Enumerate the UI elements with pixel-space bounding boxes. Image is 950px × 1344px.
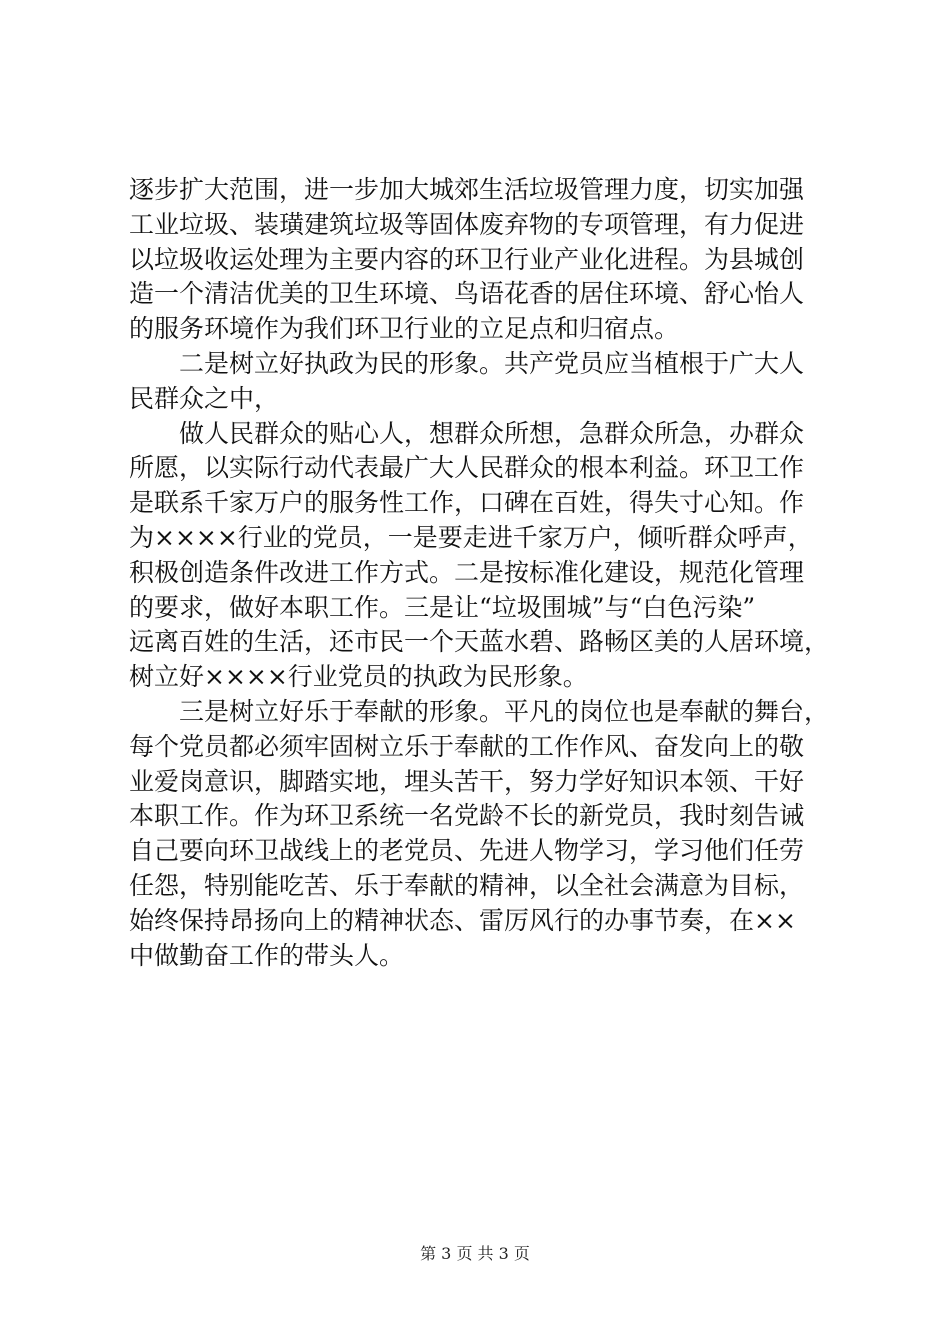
text-line: 工业垃圾、装璜建筑垃圾等固体废弃物的专项管理，有力促进 (129, 209, 805, 239)
text-line: 树立好××××行业党员的执政为民形象。 (129, 662, 588, 692)
text-line: 所愿，以实际行动代表最广大人民群众的根本利益。环卫工作 (129, 453, 805, 483)
text-line: 自己要向环卫战线上的老党员、先进人物学习，学习他们任劳 (129, 836, 805, 866)
text-line: 任怨，特别能吃苦、乐于奉献的精神，以全社会满意为目标， (129, 870, 805, 900)
text-line: 以垃圾收运处理为主要内容的环卫行业产业化进程。为县城创 (129, 244, 805, 274)
text-line: 中做勤奋工作的带头人。 (129, 940, 405, 970)
document-body (129, 173, 849, 973)
text-line: 始终保持昂扬向上的精神状态、雷厉风行的办事节奏，在×× (129, 905, 796, 935)
text-line: 每个党员都必须牢固树立乐于奉献的工作作风、奋发向上的敬 (129, 731, 805, 761)
text-line: 二是树立好执政为民的形象。共产党员应当植根于广大人 (179, 348, 805, 378)
text-line: 造一个清洁优美的卫生环境、鸟语花香的居住环境、舒心怡人 (129, 279, 805, 309)
text-line: 业爱岗意识，脚踏实地，埋头苦干，努力学好知识本领、干好 (129, 766, 805, 796)
text-line: 是联系千家万户的服务性工作，口碑在百姓，得失寸心知。作 (129, 488, 805, 518)
text-line: 远离百姓的生活，还市民一个天蓝水碧、路畅区美的人居环境， (129, 627, 830, 657)
text-line: 做人民群众的贴心人，想群众所想，急群众所急，办群众 (179, 418, 805, 448)
text-line: 的要求，做好本职工作。三是让“垃圾围城”与“白色污染” (129, 592, 756, 622)
text-line: 的服务环境作为我们环卫行业的立足点和归宿点。 (129, 314, 680, 344)
text-line: 三是树立好乐于奉献的形象。平凡的岗位也是奉献的舞台， (179, 696, 830, 726)
text-line: 本职工作。作为环卫系统一名党龄不长的新党员，我时刻告诫 (129, 801, 805, 831)
text-line: 民群众之中， (129, 383, 280, 413)
page-footer: 第 3 页 共 3 页 (420, 1244, 530, 1263)
text-line: 积极创造条件改进工作方式。二是按标准化建设，规范化管理 (129, 557, 805, 587)
text-line: 为××××行业的党员，一是要走进千家万户，倾听群众呼声， (129, 522, 813, 552)
text-line: 逐步扩大范围，进一步加大城郊生活垃圾管理力度，切实加强 (129, 175, 805, 204)
